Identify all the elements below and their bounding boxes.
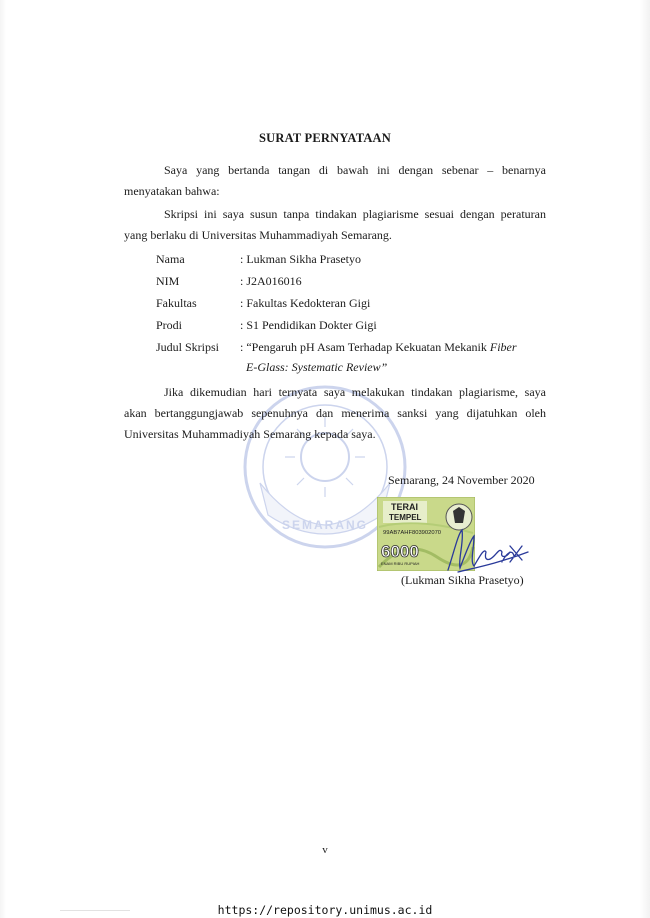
field-judul-text: : “Pengaruh pH Asam Terhadap Kekuatan Mekanik xyxy=(240,340,490,354)
field-prodi-label: Prodi xyxy=(156,318,183,332)
field-judul-label: Judul Skripsi xyxy=(156,340,220,354)
field-judul xyxy=(156,338,517,357)
statement-paragraph xyxy=(124,204,546,246)
field-judul-italic: Fiber xyxy=(489,340,517,354)
closing-paragraph xyxy=(124,382,546,445)
page-title: SURAT PERNYATAAN xyxy=(258,131,392,145)
field-nim-value: : J2A016016 xyxy=(240,274,302,288)
field-fakultas-value: : Fakultas Kedokteran Gigi xyxy=(240,296,371,310)
statement-line-1: Skripsi ini saya susun tanpa tindakan plagiarisme sesuai dengan peraturan xyxy=(164,207,546,221)
field-fakultas-label: Fakultas xyxy=(156,296,197,310)
field-fakultas xyxy=(156,294,370,313)
field-nama-label: Nama xyxy=(156,252,185,266)
stamp-value: 6000 xyxy=(381,542,419,561)
field-nim xyxy=(156,272,302,291)
field-nama xyxy=(156,250,361,269)
signer-name: (Lukman Sikha Prasetyo) xyxy=(401,573,524,587)
intro-paragraph xyxy=(124,160,546,202)
handwritten-signature xyxy=(440,522,530,578)
intro-line-1: Saya yang bertanda tangan di bawah ini dengan sebenar – benarnya xyxy=(164,163,546,177)
watermark-text: SEMARANG xyxy=(281,518,369,532)
field-prodi xyxy=(156,316,377,335)
repository-url[interactable]: https://repository.unimus.ac.id xyxy=(217,903,433,917)
signing-date: Semarang, 24 November 2020 xyxy=(388,473,535,487)
stamp-code: 99AB7AHF803902070 xyxy=(383,530,442,536)
closing-line-3: Universitas Muhammadiyah Semarang kepada saya. xyxy=(124,427,376,441)
page-number: v xyxy=(322,844,328,856)
field-nama-value: : Lukman Sikha Prasetyo xyxy=(240,252,361,266)
field-judul-line2: E-Glass: Systematic Review xyxy=(246,360,381,374)
closing-line-1: Jika dikemudian hari ternyata saya melakukan tindakan plagiarisme, saya xyxy=(164,385,546,399)
stamp-label-2: TEMPEL xyxy=(389,513,422,522)
field-prodi-value: : S1 Pendidikan Dokter Gigi xyxy=(240,318,377,332)
field-judul-close-quote: ” xyxy=(380,360,388,374)
stamp-label-1: TERAI xyxy=(391,502,418,512)
field-nim-label: NIM xyxy=(156,274,180,288)
statement-line-2: yang berlaku di Universitas Muhammadiyah Semarang. xyxy=(124,228,392,242)
field-judul-continued xyxy=(246,358,387,377)
field-judul-value xyxy=(240,338,517,357)
closing-line-2: akan bertanggungjawab sepenuhnya dan menerima sanksi yang dijatuhkan oleh xyxy=(124,406,546,420)
intro-line-2: menyatakan bahwa: xyxy=(124,184,220,198)
stamp-caption: ENAM RIBU RUPIAH xyxy=(381,561,420,566)
